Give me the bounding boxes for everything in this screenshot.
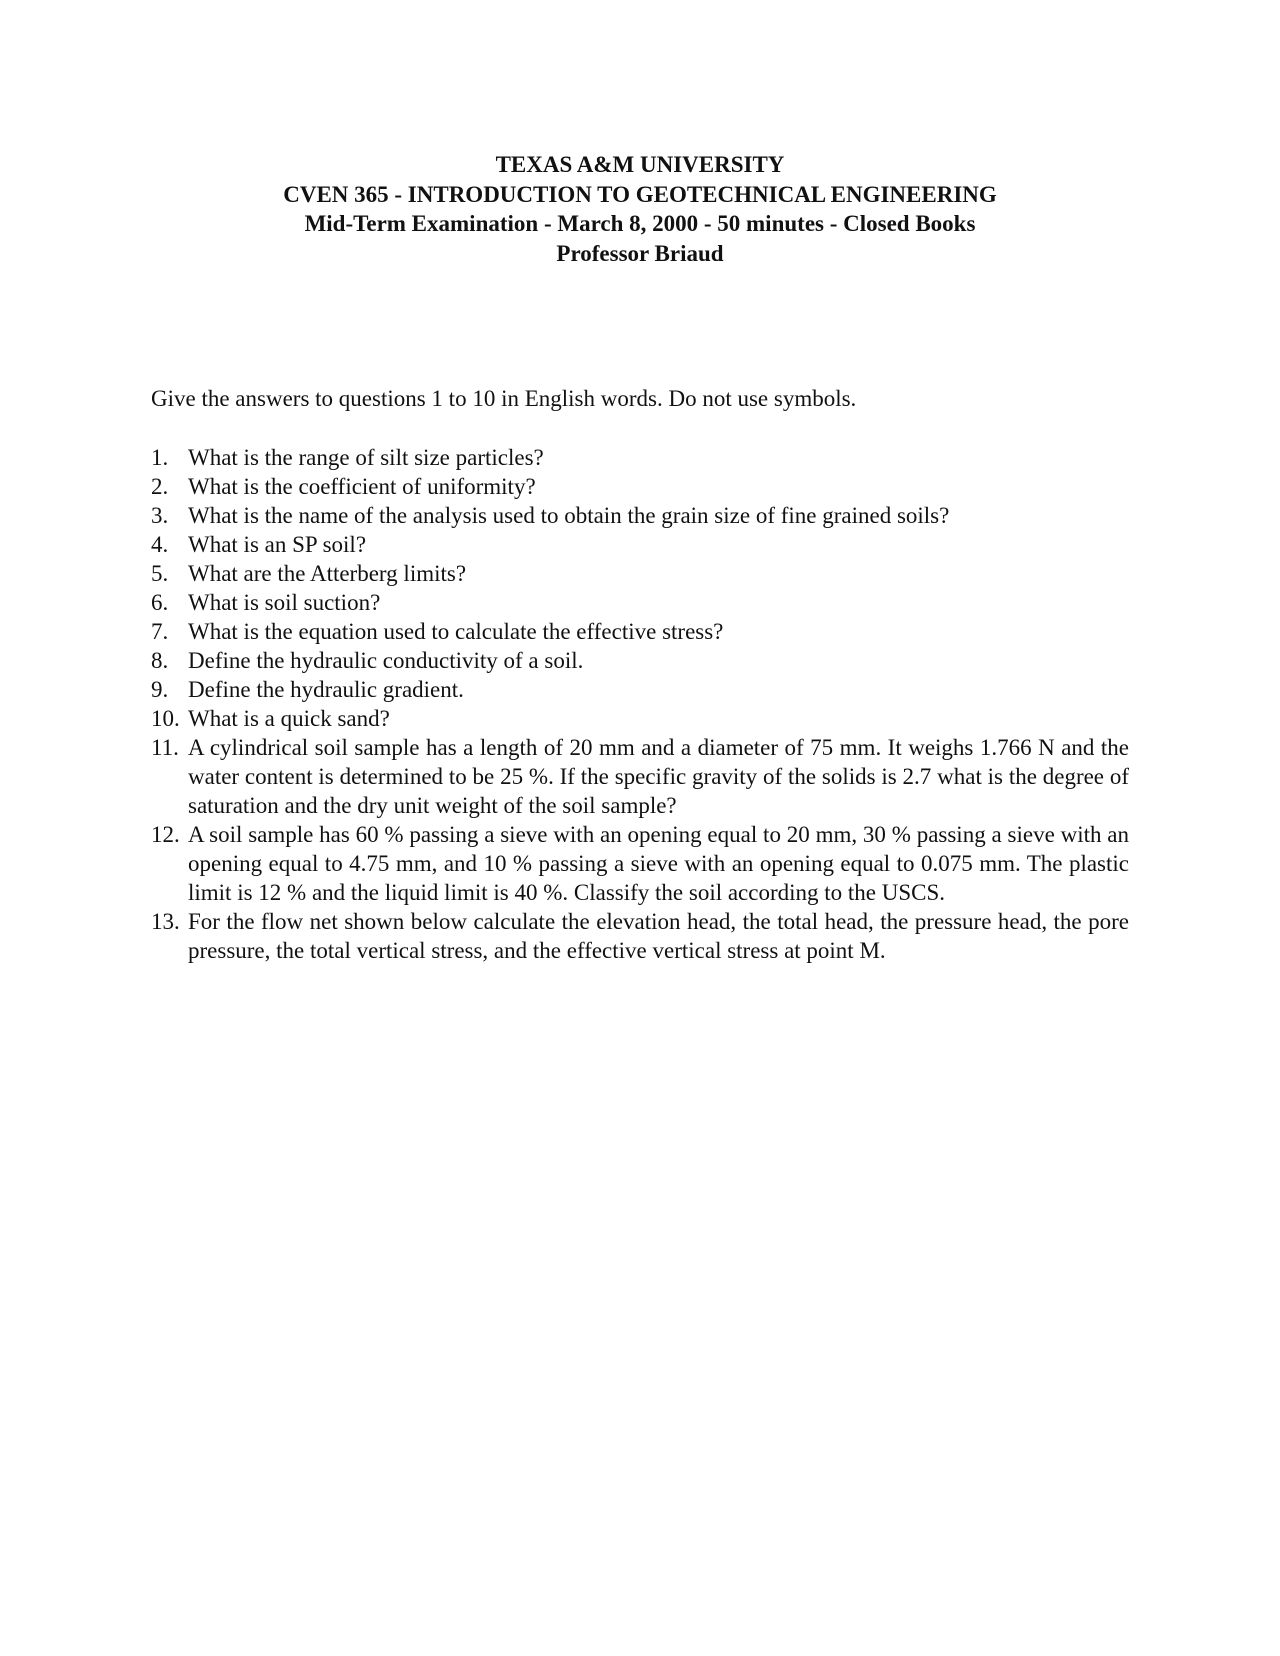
question-number: 5. [151,561,169,586]
question-item-1 [151,443,1129,472]
university-title: TEXAS A&M UNIVERSITY [495,152,785,177]
question-text: What is an SP soil? [188,532,367,557]
question-item-13 [151,907,1129,965]
question-number: 13. [151,909,180,934]
question-item-12 [151,820,1129,907]
question-text: A cylindrical soil sample has a length of 20 mm and a diameter of 75 mm. It weighs 1.766 N and the water content is determined to be 25 %. If the specific gravity of the solids is 2.7 what is the degree of saturation and the dry unit weight of the soil sample? [188,735,1129,818]
question-text: What is the range of silt size particles? [188,445,544,470]
question-item-7 [151,617,1129,646]
question-text: What is the name of the analysis used to obtain the grain size of fine grained soils? [188,503,950,528]
question-number: 3. [151,503,169,528]
question-number: 12. [151,822,180,847]
question-number: 11. [151,735,179,760]
question-item-10 [151,704,1129,733]
question-item-4 [151,530,1129,559]
course-title: CVEN 365 - INTRODUCTION TO GEOTECHNICAL ENGINEERING [283,181,997,207]
question-list [151,443,1129,965]
question-text: What is soil suction? [188,590,381,615]
professor-name: Professor Briaud [556,240,724,266]
question-number: 8. [151,648,169,673]
question-number: 7. [151,619,169,644]
question-text: What is the coefficient of uniformity? [188,474,536,499]
question-number: 9. [151,677,169,702]
question-number: 6. [151,590,169,615]
question-item-3 [151,501,1129,530]
question-text: What are the Atterberg limits? [188,561,467,586]
question-item-11 [151,733,1129,820]
question-number: 2. [151,474,169,499]
question-text: A soil sample has 60 % passing a sieve with an opening equal to 20 mm, 30 % passing a sieve with an opening equal to 4.75 mm, and 10 % passing a sieve with an opening equal to 0.075 mm. The plastic limit is 12 % and the liquid limit is 40 %. Classify the soil according to the USCS. [188,822,1129,905]
exam-header [0,150,1280,268]
exam-details: Mid-Term Examination - March 8, 2000 - 50 minutes - Closed Books [304,211,976,236]
question-item-5 [151,559,1129,588]
question-item-9 [151,675,1129,704]
question-item-2 [151,472,1129,501]
question-text: Define the hydraulic conductivity of a soil. [188,648,584,673]
question-text: Define the hydraulic gradient. [188,677,464,702]
question-text: For the flow net shown below calculate the elevation head, the total head, the pressure head, the pore pressure, the total vertical stress, and the effective vertical stress at point M. [188,909,1129,963]
question-number: 10. [151,706,180,731]
question-number: 1. [151,445,169,470]
question-text: What is a quick sand? [188,706,390,731]
instruction-text: Give the answers to questions 1 to 10 in English words. Do not use symbols. [151,386,857,411]
question-item-6 [151,588,1129,617]
question-item-8 [151,646,1129,675]
question-text: What is the equation used to calculate the effective stress? [188,619,724,644]
question-number: 4. [151,532,169,557]
